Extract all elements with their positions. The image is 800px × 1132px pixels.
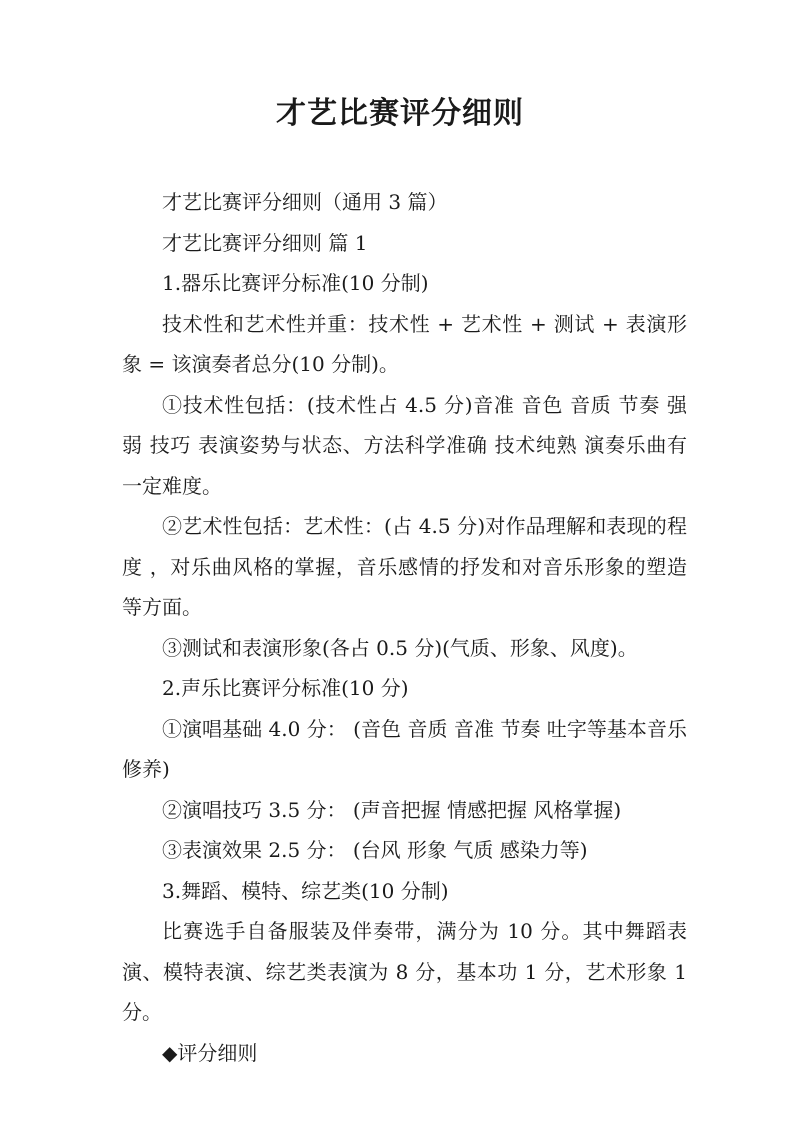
paragraph-section-heading: 才艺比赛评分细则 篇 1 bbox=[162, 230, 368, 255]
paragraph-dance-rules: 比赛选手自备服装及伴奏带，满分为 10 分。其中舞蹈表演、模特表演、综艺类表演为 8 分，基本功 1 分，艺术形象 1 分。 bbox=[122, 919, 687, 1024]
paragraph-test-image: ③测试和表演形象(各占 0.5 分)(气质、形象、风度)。 bbox=[162, 635, 638, 660]
document-body bbox=[122, 182, 687, 1073]
paragraph-vocal-basics: ①演唱基础 4.0 分： (音色 音质 音准 节奏 吐字等基本音乐修养) bbox=[122, 716, 687, 781]
paragraph-scoring-details: ◆评分细则 bbox=[162, 1040, 258, 1065]
document-title: 才艺比赛评分细则 bbox=[276, 96, 524, 131]
paragraph-vocal-performance: ③表演效果 2.5 分： (台风 形象 气质 感染力等) bbox=[162, 838, 588, 862]
paragraph-dance-heading: 3.舞蹈、模特、综艺类(10 分制) bbox=[162, 878, 449, 903]
paragraph-vocal-heading: 2.声乐比赛评分标准(10 分) bbox=[162, 676, 409, 700]
paragraph-technique: ①技术性包括：(技术性占 4.5 分)音准 音色 音质 节奏 强弱 技巧 表演姿势与状态、方法科学准确 技术纯熟 演奏乐曲有一定难度。 bbox=[122, 392, 687, 498]
paragraph-artistry: ②艺术性包括：艺术性：(占 4.5 分)对作品理解和表现的程度 ，对乐曲风格的掌握，音乐感情的抒发和对音乐形象的塑造等方面。 bbox=[122, 514, 687, 619]
paragraph-instrumental-heading: 1.器乐比赛评分标准(10 分制) bbox=[162, 271, 429, 295]
paragraph-subtitle: 才艺比赛评分细则（通用 3 篇） bbox=[162, 190, 448, 214]
paragraph-vocal-skills: ②演唱技巧 3.5 分： (声音把握 情感把握 风格掌握) bbox=[162, 797, 622, 822]
paragraph-instrumental-total: 技术性和艺术性并重：技术性 + 艺术性 + 测试 + 表演形象 = 该演奏者总分(10 分制)。 bbox=[122, 311, 687, 376]
